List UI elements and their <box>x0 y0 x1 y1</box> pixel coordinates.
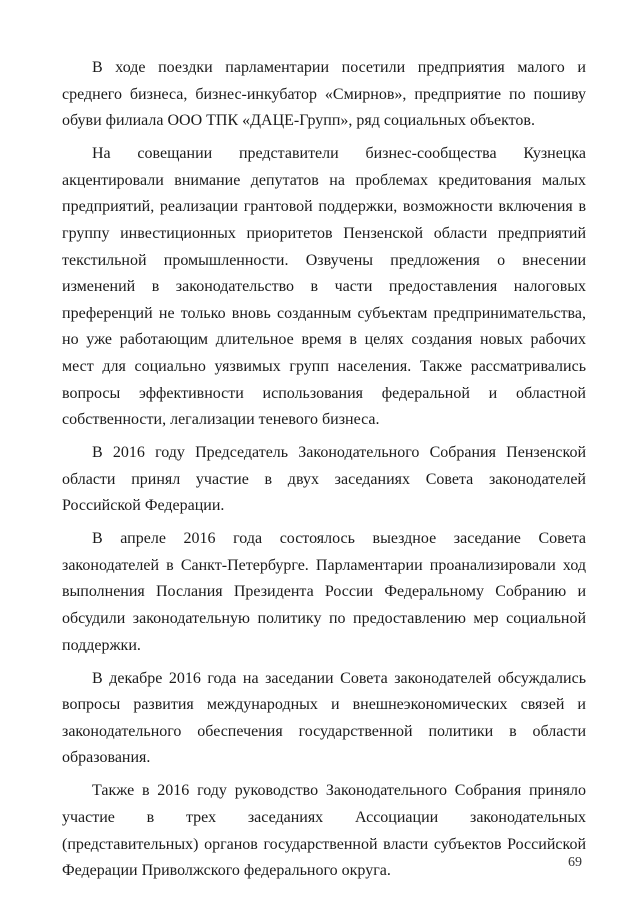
paragraph-4: В апреле 2016 года состоялось выездное заседание Совета законодателей в Санкт-Петербурге. Парламентарии проанализировали ход выполнения Послания Президента России Федеральному Собранию и обсудили законодательную политику по предоставлению мер социальной поддержки. <box>62 530 586 654</box>
paragraph-6: Также в 2016 году руководство Законодательного Собрания приняло участие в трех заседаниях Ассоциации законодательных (представительных) органов государственной власти субъектов Российской Федерации Приволжского федерального округа. <box>62 782 586 880</box>
page-number: 69 <box>568 855 582 870</box>
paragraph-1: В ходе поездки парламентарии посетили предприятия малого и среднего бизнеса, бизнес-инкубатор «Смирнов», предприятие по пошиву обуви филиала ООО ТПК «ДАЦЕ-Групп», ряд социальных объектов. <box>62 59 586 130</box>
paragraph-3: В 2016 году Председатель Законодательного Собрания Пензенской области принял участие в двух заседаниях Совета законодателей Российской Федерации. <box>62 444 586 515</box>
paragraph-2: На совещании представители бизнес-сообщества Кузнецка акцентировали внимание депутатов на проблемах кредитования малых предприятий, реализации грантовой поддержки, возможности включения в группу инвестиционных приоритетов Пензенской области предприятий текстильной промышленности. Озвучены предложения о внесении изменений в законодательство в части предоставления налоговых преференций не только вновь созданным субъектам предпринимательства, но уже работающим длительное время в целях создания новых рабочих мест для социально уязвимых групп населения. Также рассматривались вопросы эффективности использования федеральной и областной собственности, легализации теневого бизнеса. <box>62 145 586 429</box>
document-body <box>62 55 586 891</box>
paragraph-5: В декабре 2016 года на заседании Совета законодателей обсуждались вопросы развития международных и внешнеэкономических связей и законодательного обеспечения государственной политики в области образования. <box>62 669 586 767</box>
